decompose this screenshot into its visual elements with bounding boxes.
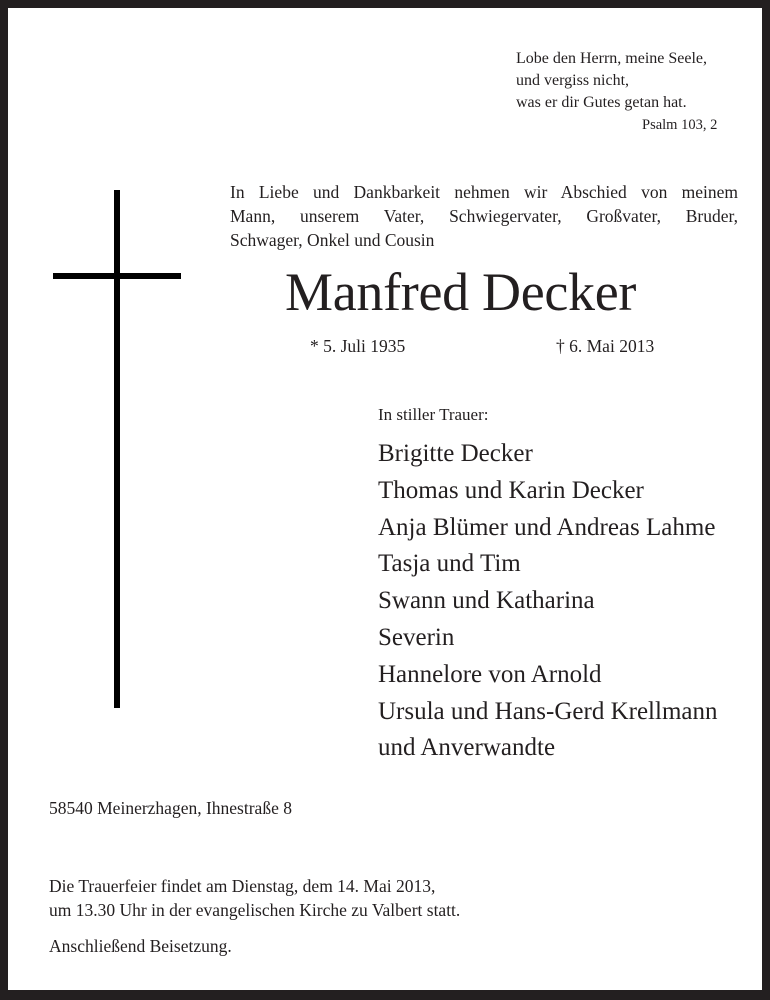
intro-line: Schwager, Onkel und Cousin	[230, 230, 435, 250]
mourner-name: und Anverwandte	[378, 734, 556, 762]
family-address: 58540 Meinerzhagen, Ihnestraße 8	[49, 798, 292, 818]
obituary-notice	[8, 8, 762, 990]
cross-icon-vertical-bar	[114, 190, 120, 708]
birth-date: * 5. Juli 1935	[310, 336, 406, 356]
mourner-name: Thomas und Karin Decker	[378, 476, 644, 504]
mourner-name: Severin	[378, 623, 455, 651]
intro-line: Mann, unserem Vater, Schwiegervater, Großvater, Bruder,	[230, 206, 738, 226]
mourner-name: Swann und Katharina	[378, 587, 595, 615]
mourner-name: Brigitte Decker	[378, 440, 533, 467]
funeral-line: um 13.30 Uhr in der evangelischen Kirche zu Valbert statt.	[49, 900, 461, 920]
psalm-quote	[516, 48, 707, 114]
psalm-reference: Psalm 103, 2	[642, 117, 718, 133]
cross-icon-horizontal-bar	[53, 273, 181, 279]
psalm-line: und vergiss nicht,	[516, 72, 630, 89]
mourner-name: Hannelore von Arnold	[378, 660, 602, 688]
intro-line: In Liebe und Dankbarkeit nehmen wir Abschied von meinem	[230, 182, 738, 202]
funeral-details	[49, 874, 460, 922]
psalm-line: was er dir Gutes getan hat.	[516, 94, 687, 111]
mourners-list	[378, 436, 718, 767]
mourner-name: Anja Blümer und Andreas Lahme	[378, 513, 716, 541]
burial-note: Anschließend Beisetzung.	[49, 936, 232, 956]
mourner-name: Tasja und Tim	[378, 550, 521, 578]
psalm-line: Lobe den Herrn, meine Seele,	[516, 50, 708, 67]
mourner-name: Ursula und Hans-Gerd Krellmann	[378, 697, 718, 725]
mourners-label: In stiller Trauer:	[378, 405, 489, 424]
funeral-line: Die Trauerfeier findet am Dienstag, dem 14. Mai 2013,	[49, 876, 436, 896]
deceased-name: Manfred Decker	[285, 262, 637, 322]
intro-text	[230, 180, 738, 252]
death-date: † 6. Mai 2013	[556, 336, 655, 356]
